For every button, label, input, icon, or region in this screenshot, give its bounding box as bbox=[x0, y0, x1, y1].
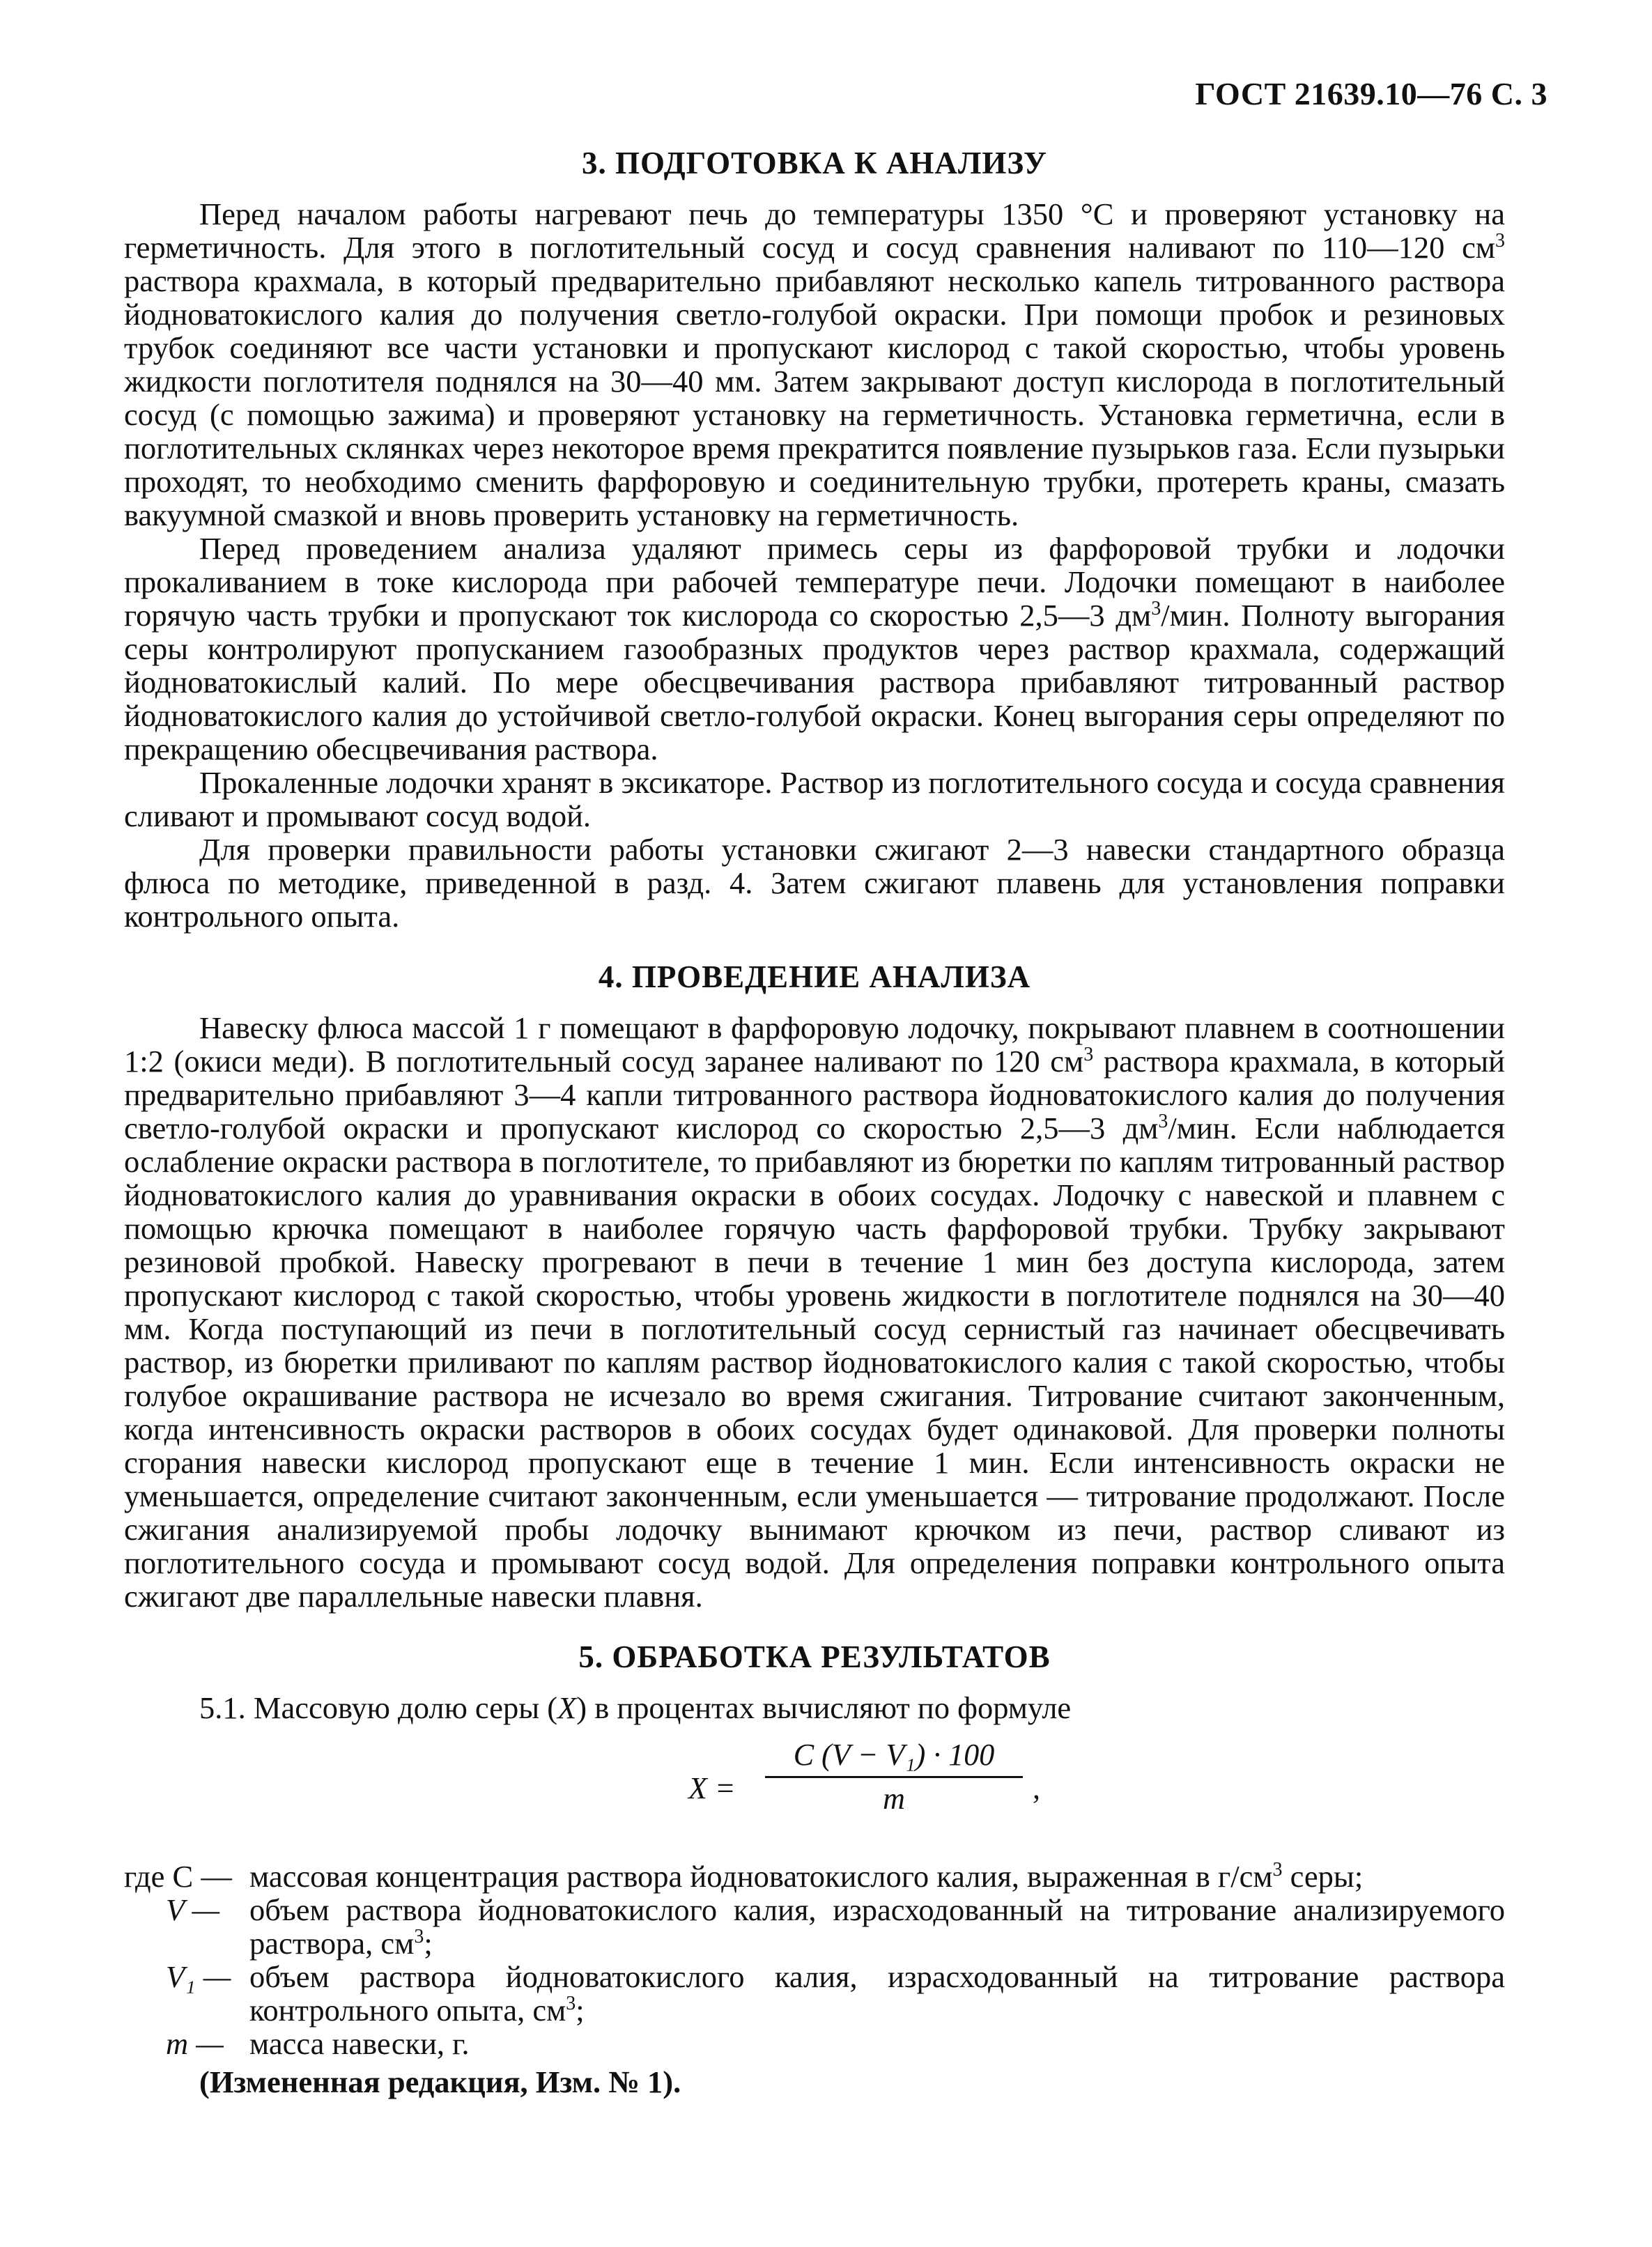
definition-c: где C — массовая концентрация раствора йодноватокислого калия, выраженная в $г/см^3$ серы; bbox=[124, 1859, 1364, 1894]
fraction-bar bbox=[765, 1776, 1023, 1778]
formula-lhs: X = bbox=[688, 1771, 736, 1805]
amendment-note: (Измененная редакция, Изм. № 1). bbox=[199, 2064, 681, 2099]
clause-5-1: 5.1. Массовую долю серы (X) в процентах вычисляют по формуле bbox=[199, 1690, 1072, 1725]
formula-denominator: m bbox=[883, 1782, 905, 1816]
formula-fraction bbox=[765, 1737, 1023, 1817]
section-5-title: 5. ОБРАБОТКА РЕЗУЛЬТАТОВ bbox=[578, 1639, 1051, 1674]
definition-v: V — объем раствора йодноватокислого калия, израсходованный на титрование анализируемого раствора, $см^3$; bbox=[166, 1892, 1505, 1961]
definition-m: m — масса навески, г. bbox=[166, 2026, 470, 2061]
section-4-paragraph-1: Навеску флюса массой 1 г помещают в фарфоровую лодочку, покрывают плавнем в соотношении 1:2 (окиси меди). В поглотительный сосуд заранее наливают по 120 $см^3$ раствора крахмала, в который предварительно прибавляют 3—4 капли титрованного раствора йодноватокислого калия до получения светло-голубой окраски и пропускают кислород со скоростью 2,5—3 $дм^3$/мин. Если наблюдается ослабление окраски раствора в поглотителе, то прибавляют из бюретки по каплям титрованный раствор йодноватокислого калия до уравнивания окраски в обоих сосудах. Лодочку с навеской и плавнем с помощью крючка помещают в наиболее горячую часть фарфоровой трубки. Трубку закрывают резиновой пробкой. Навеску прогревают в печи в течение 1 мин без доступа кислорода, затем пропускают кислород с такой скоростью, чтобы уровень жидкости в поглотителе поднялся на 30—40 мм. Когда поступающий из печи в поглотительный сосуд сернистый газ начинает обесцвечивать раствор, из бюретки приливают по каплям раствор йодноватокислого калия с такой скоростью, чтобы голубое окрашивание раствора не исчезало во время сжигания. Титрование считают законченным, когда интенсивность окраски растворов в обоих сосудах будет одинаковой. Для проверки полноты сгорания навески кислород пропускают еще в течение 1 мин. Если интенсивность окраски не уменьшается, определение считают законченным, если уменьшается — титрование продолжают. После сжигания анализируемой пробы лодочку вынимают крючком из печи, раствор сливают из поглотительного сосуда и промывают сосуд водой. Для определения поправки контрольного опыта сжигают две параллельные навески плавня. bbox=[124, 1010, 1506, 1614]
section-4-title: 4. ПРОВЕДЕНИЕ АНАЛИЗА bbox=[598, 959, 1031, 994]
section-3-paragraph-2: Перед проведением анализа удаляют примесь серы из фарфоровой трубки и лодочки прокаливанием в токе кислорода при рабочей температуре печи. Лодочки помещают в наиболее горячую часть трубки и пропускают ток кислорода со скоростью 2,5—3 $дм^3$/мин. Полноту выгорания серы контролируют пропусканием газообразных продуктов через раствор крахмала, содержащий йодноватокислый калий. По мере обесцвечивания раствора прибавляют титрованный раствор йодноватокислого калия до устойчивой светло-голубой окраски. Конец выгорания серы определяют по прекращению обесцвечивания раствора. bbox=[124, 531, 1505, 766]
section-3-title: 3. ПОДГОТОВКА К АНАЛИЗУ bbox=[581, 146, 1048, 180]
formula-trail: , bbox=[1033, 1771, 1040, 1805]
document-body bbox=[124, 143, 1505, 2099]
section-3-paragraph-1: Перед началом работы нагревают печь до температуры 1350 °С и проверяют установку на герметичность. Для этого в поглотительный сосуд и сосуд сравнения наливают по 110—120 $см^3$ раствора крахмала, в который предварительно прибавляют несколько капель титрованного раствора йодноватокислого калия до получения светло-голубой окраски. При помощи пробок и резиновых трубок соединяют все части установки и пропускают кислород с такой скоростью, чтобы уровень жидкости поглотителя поднялся на 30—40 мм. Затем закрывают доступ кислорода в поглотительный сосуд (с помощью зажима) и проверяют установку на герметичность. Установка герметична, если в поглотительных склянках через некоторое время прекратится появление пузырьков газа. Если пузырьки проходят, то необходимо сменить фарфоровую и соединительную трубки, протереть краны, смазать вакуумной смазкой и вновь проверить установку на герметичность. bbox=[124, 196, 1505, 532]
section-3-paragraph-3: Прокаленные лодочки хранят в эксикаторе. Раствор из поглотительного сосуда и сосуда сравнения сливают и промывают сосуд водой. bbox=[124, 765, 1505, 833]
sulfur-fraction-formula bbox=[124, 1737, 1505, 1841]
page-header-gost-code: ГОСТ 21639.10—76 С. 3 bbox=[1195, 76, 1547, 111]
formula-numerator: C (V − V₁) · 100 bbox=[793, 1738, 995, 1772]
definition-v1: V₁ — объем раствора йодноватокислого калия, израсходованный на титрование раствора контрольного опыта, $см^3$; bbox=[166, 1959, 1505, 2028]
section-3-paragraph-4: Для проверки правильности работы установки сжигают 2—3 навески стандартного образца флюса по методике, приведенной в разд. 4. Затем сжигают плавень для установления поправки контрольного опыта. bbox=[124, 832, 1505, 934]
variable-definitions bbox=[124, 1860, 1505, 2060]
